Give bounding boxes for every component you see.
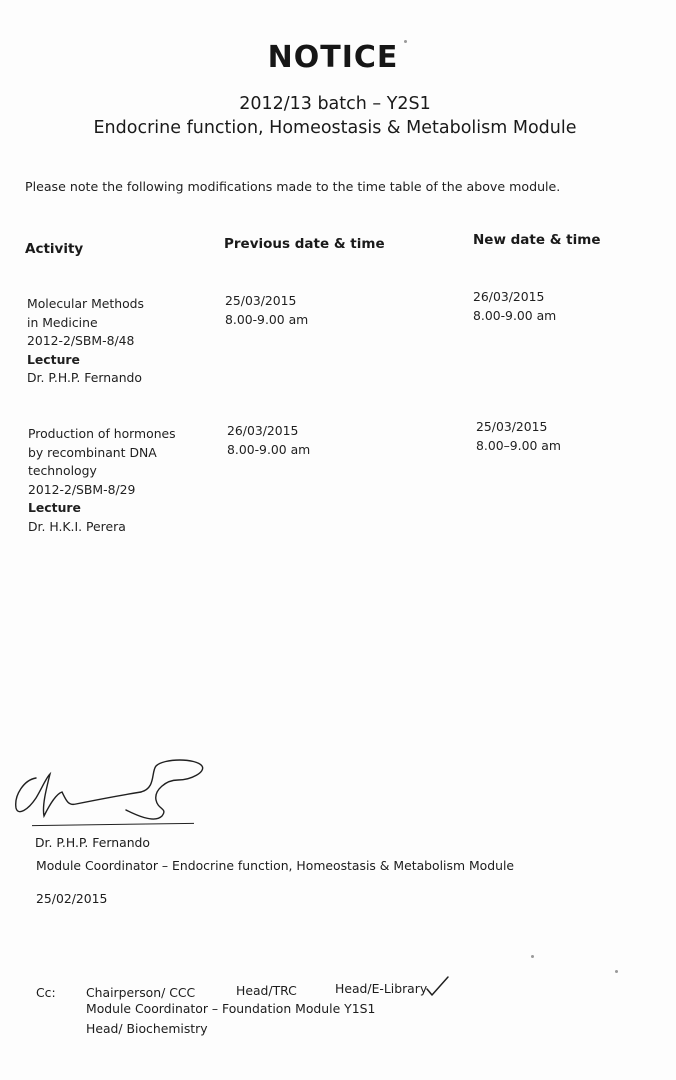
- intro-text: Please note the following modifications made to the time table of the above module.: [25, 179, 561, 194]
- batch-subtitle: 2012/13 batch – Y2S1: [239, 94, 431, 114]
- scan-speck: [531, 955, 534, 958]
- cc-recipient: Head/E-Library: [335, 981, 428, 996]
- cc-recipient: Head/TRC: [236, 983, 297, 998]
- row1-activity-line: Molecular Methods: [27, 296, 144, 311]
- row2-previous: [227, 422, 310, 459]
- row2-lecturer: Dr. H.K.I. Perera: [28, 518, 126, 534]
- row1-new: [473, 288, 556, 325]
- row1-activity-code: 2012-2/SBM-8/48: [27, 333, 135, 349]
- checkmark-icon: [424, 975, 450, 997]
- notice-title: NOTICE: [267, 40, 399, 75]
- handwritten-signature: [6, 750, 216, 840]
- signature-date: 25/02/2015: [36, 891, 108, 906]
- row2-activity-line: by recombinant DNA: [28, 444, 157, 460]
- header-new: New date & time: [473, 232, 601, 248]
- row2-new: [476, 418, 561, 455]
- row2-activity-code: 2012-2/SBM-8/29: [28, 481, 136, 497]
- scan-speck: [615, 970, 618, 973]
- signatory-role: Module Coordinator – Endocrine function, Homeostasis & Metabolism Module: [36, 858, 515, 873]
- row2-activity-line: Production of hormones: [28, 426, 176, 441]
- row2-activity: [28, 425, 176, 537]
- row1-type: Lecture: [27, 351, 80, 367]
- row2-previous-time: 8.00-9.00 am: [227, 441, 311, 457]
- cc-recipient: Chairperson/ CCC: [86, 985, 196, 1000]
- scan-speck: [404, 40, 407, 43]
- row2-activity-line: technology: [28, 463, 97, 479]
- row1-previous: [225, 292, 308, 329]
- row2-previous-date: 26/03/2015: [227, 423, 299, 438]
- header-activity: Activity: [25, 241, 84, 257]
- module-subtitle: Endocrine function, Homeostasis & Metabolism Module: [93, 118, 577, 138]
- row1-previous-time: 8.00-9.00 am: [225, 311, 309, 327]
- row2-new-date: 25/03/2015: [476, 419, 548, 434]
- row1-previous-date: 25/03/2015: [225, 293, 297, 308]
- cc-recipient: Module Coordinator – Foundation Module Y1S1: [86, 1001, 376, 1016]
- row1-new-date: 26/03/2015: [473, 289, 545, 304]
- row1-activity-line: in Medicine: [27, 314, 98, 330]
- row2-new-time: 8.00–9.00 am: [476, 437, 561, 453]
- row1-lecturer: Dr. P.H.P. Fernando: [27, 370, 143, 386]
- row2-type: Lecture: [28, 500, 81, 516]
- cc-recipient: Head/ Biochemistry: [86, 1021, 208, 1036]
- row1-activity: [27, 295, 144, 388]
- cc-label: Cc:: [36, 985, 56, 1000]
- signatory-name: Dr. P.H.P. Fernando: [35, 835, 151, 850]
- row1-new-time: 8.00-9.00 am: [473, 307, 557, 323]
- header-previous: Previous date & time: [224, 236, 385, 252]
